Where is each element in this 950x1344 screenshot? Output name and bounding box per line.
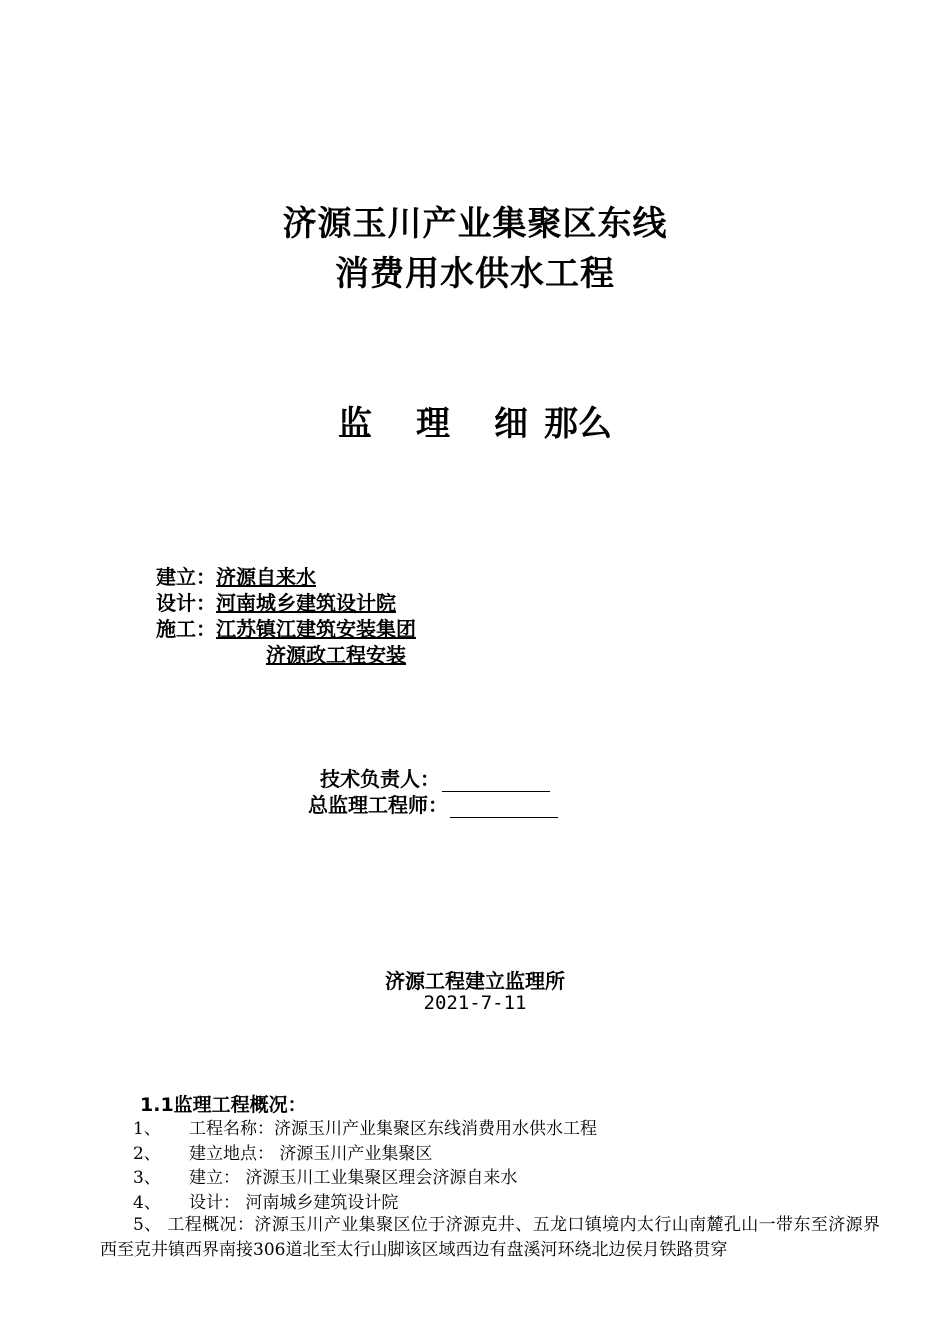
chief-engineer-signature: [308, 789, 558, 818]
overview-item-number: 1、: [133, 1119, 161, 1139]
section-heading: 1.1监理工程概况：: [140, 1094, 307, 1116]
overview-item: [133, 1163, 517, 1188]
overview-item-number: 3、: [133, 1168, 161, 1188]
chief-engineer-label: 总监理工程师：: [308, 793, 448, 817]
designer-label: 设计：: [156, 591, 216, 615]
overview-item: [133, 1114, 597, 1139]
overview-item: [133, 1139, 432, 1164]
builder-label: 施工：: [156, 617, 216, 641]
overview-item-number: 2、: [133, 1144, 161, 1164]
overview-paragraph: 5、 工程概况：济源玉川产业集聚区位于济源克井、五龙口镇境内太行山南麓孔山一带东至济源界西至克井镇西界南接306道北至太行山脚该区域西边有盘溪河环绕北边侯月铁路贯穿: [100, 1215, 880, 1260]
builder-row: [156, 616, 416, 642]
document-type-title: [0, 396, 950, 445]
issuer-name: 济源工程建立监理所: [385, 969, 565, 993]
doc-type-char-1: 监: [338, 404, 372, 444]
tech-lead-signature: [320, 763, 550, 792]
overview-item-text: 工程名称：济源玉川产业集聚区东线消费用水供水工程: [189, 1119, 597, 1139]
project-title-line1: 济源玉川产业集聚区东线: [282, 204, 668, 244]
project-title-line2: 消费用水供水工程: [335, 254, 615, 294]
owner-row: [156, 564, 416, 590]
owner-value: 济源自来水: [216, 565, 316, 589]
builder-value: 江苏镇江建筑安装集团: [216, 617, 416, 641]
designer-value: 河南城乡建筑设计院: [216, 591, 396, 615]
designer-row: [156, 590, 416, 616]
builder-value-2: 济源政工程安装: [266, 643, 406, 667]
overview-item: [133, 1188, 398, 1213]
doc-type-char-4: 那么: [544, 404, 612, 444]
builder-row-2: [156, 642, 416, 668]
issue-date: 2021-7-11: [423, 992, 527, 1014]
doc-type-char-2: 理: [416, 404, 450, 444]
chief-engineer-signature-line: [450, 797, 558, 818]
overview-item-number: 4、: [133, 1193, 161, 1213]
tech-lead-label: 技术负责人：: [320, 767, 440, 791]
overview-item-text: 建立： 济源玉川工业集聚区理会济源自来水: [189, 1168, 518, 1188]
doc-type-char-3: 细: [494, 404, 528, 444]
owner-label: 建立：: [156, 565, 216, 589]
overview-item-text: 建立地点： 济源玉川产业集聚区: [189, 1144, 433, 1164]
project-parties: [156, 564, 416, 668]
overview-item-text: 设计： 河南城乡建筑设计院: [189, 1193, 399, 1213]
